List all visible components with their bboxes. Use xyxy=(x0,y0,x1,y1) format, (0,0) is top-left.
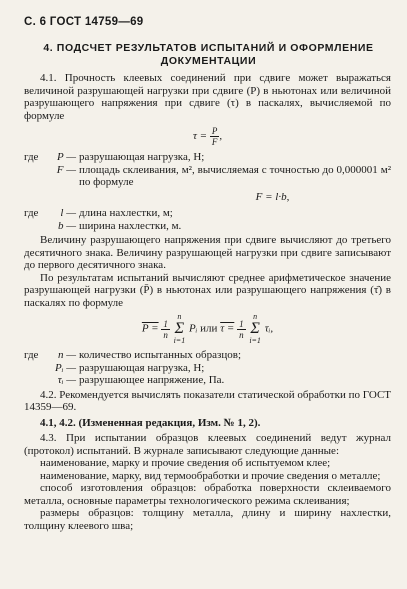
paragraph-mean: По результатам испытаний вычисляют среднее арифметическое значение разрушающей нагрузки (P̄) в ньютонах или разрушающего напряжения (τ̄) в паскалях по формуле xyxy=(24,271,391,309)
formula-mean xyxy=(24,313,391,345)
formula-mean-fraction-2 xyxy=(237,319,246,340)
paragraph-change-note: 4.1, 4.2. (Измененная редакция, Изм. № 1, 2). xyxy=(40,416,261,429)
document-body xyxy=(24,72,391,532)
where-label: где xyxy=(24,349,39,361)
fraction-denominator: n xyxy=(239,329,244,340)
fraction-numerator: 1 xyxy=(239,318,244,329)
where-label: где xyxy=(24,207,39,219)
list-item: способ изготовления образцов: обработка поверхности склеиваемого металла, основные параметры технологического режима склеивания; xyxy=(24,482,391,507)
page-header: С. 6 ГОСТ 14759—69 xyxy=(24,16,144,28)
definition-text: площадь склеивания, м², вычисляемая с точностью до 0,000001 м² по формуле xyxy=(79,163,391,188)
section-heading xyxy=(30,42,387,68)
definition-row xyxy=(24,220,391,233)
definitions-block-3 xyxy=(24,349,391,387)
sum-upper-limit: n xyxy=(253,312,258,321)
list-item: наименование, марку и прочие сведения об испытуемом клее; xyxy=(40,457,331,469)
section-title-line-1: 4. ПОДСЧЕТ РЕЗУЛЬТАТОВ ИСПЫТАНИЙ И ОФОРМЛЕНИЕ xyxy=(43,42,374,54)
paragraph-4-1: 4.1. Прочность клеевых соединений при сдвиге может выражаться величиной разрушающей нагрузки при сдвиге (P) в ньютонах или величиной разрушающего напряжения при сдвиге (τ) в паскалях, вычисляемой по формуле xyxy=(24,72,391,122)
formula-tau-lhs: τ = xyxy=(192,130,208,143)
formula-mean-term-2: τᵢ, xyxy=(264,322,274,335)
formula-tau-numerator: P xyxy=(211,126,218,136)
sum-upper-limit: n xyxy=(177,312,182,321)
sigma-icon: Σ xyxy=(174,320,185,337)
section-title-line-2: ДОКУМЕНТАЦИИ xyxy=(160,55,257,67)
definition-row xyxy=(24,374,391,387)
formula-or: или xyxy=(200,322,218,335)
formula-mean-right: τ = xyxy=(220,322,235,335)
definition-row xyxy=(24,349,391,362)
formula-tau-end: , xyxy=(219,130,223,143)
definition-symbol: F — xyxy=(56,163,76,176)
sum-lower-limit: i=1 xyxy=(173,336,186,345)
formula-tau-denominator: F xyxy=(211,137,218,147)
definition-text: разрушающее напряжение, Па. xyxy=(79,374,225,386)
definition-text: разрушающая нагрузка, Н; xyxy=(79,151,205,163)
definition-text: ширина нахлестки, м. xyxy=(79,219,182,232)
formula-mean-left: P = xyxy=(141,322,159,335)
sigma-icon: Σ xyxy=(250,320,260,337)
formula-area: F = l·b, xyxy=(255,190,290,203)
definition-row xyxy=(24,164,391,189)
where-label: где xyxy=(24,151,39,163)
definition-row xyxy=(24,207,391,220)
definition-row xyxy=(24,151,391,164)
definition-symbol: P — xyxy=(56,151,76,163)
definitions-block-2 xyxy=(24,207,391,232)
definitions-block-1 xyxy=(24,151,391,189)
sum-lower-limit: i=1 xyxy=(249,336,261,345)
definition-text: длина нахлестки, м; xyxy=(79,207,173,219)
paragraph-4-3: 4.3. При испытании образцов клеевых соединений ведут журнал (протокол) испытаний. В журнале записывают следующие данные: xyxy=(24,432,391,457)
list-item: наименование, марку, вид термообработки и прочие сведения о металле; xyxy=(40,469,381,482)
definition-text: разрушающая нагрузка, Н; xyxy=(79,361,205,374)
definition-row xyxy=(24,362,391,375)
definition-symbol: l — xyxy=(60,207,76,219)
definition-symbol: Pᵢ — xyxy=(55,361,76,374)
sum-symbol-1 xyxy=(174,313,186,345)
formula-tau-fraction xyxy=(210,126,223,147)
list-item: размеры образцов: толщину металла, длину и ширину нахлестки, толщину клеевого шва; xyxy=(24,507,391,532)
formula-mean-term: Pᵢ xyxy=(188,322,198,335)
sum-symbol-2 xyxy=(249,313,261,345)
formula-mean-fraction xyxy=(161,319,170,340)
definition-symbol: n — xyxy=(57,349,76,361)
paragraph-4-2: 4.2. Рекомендуется вычислять показатели статической обработки по ГОСТ 14359—69. xyxy=(24,388,391,413)
fraction-numerator: 1 xyxy=(163,318,168,329)
formula-tau xyxy=(24,126,391,147)
paragraph-rounding: Величину разрушающего напряжения при сдвиге вычисляют до третьего десятичного знака. Величину разрушающей нагрузки при сдвиге записывают до первого десятичного знака. xyxy=(24,234,391,271)
fraction-denominator: n xyxy=(163,329,168,340)
definition-symbol: b — xyxy=(57,219,76,232)
definition-symbol: τᵢ — xyxy=(57,374,76,386)
definition-text: количество испытанных образцов; xyxy=(79,349,242,361)
